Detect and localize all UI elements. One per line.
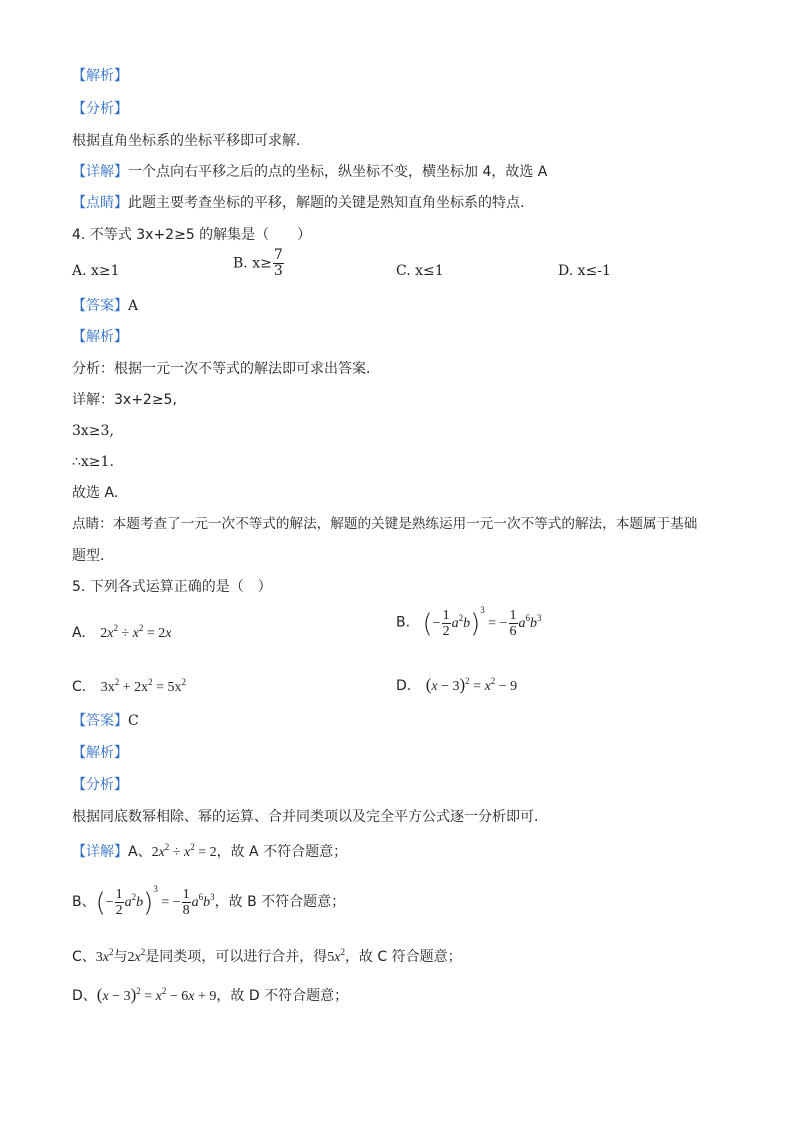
q5-option-c [72, 678, 186, 697]
q4-option-b [233, 248, 285, 279]
detail-tag: 【详解】 [72, 164, 128, 180]
q5-option-b-formula: (− $\frac{1}{2}$ $a^2b)^3$ = − $\frac{1}{6}$ $a^6b^3$ [422, 604, 542, 639]
q4-option-a: A. x≥1 [72, 263, 120, 279]
q5-option-d-formula: $(x - 3)^2 = x^2 - 9$ [425, 675, 518, 694]
detail-5-a-prefix: A、 [128, 844, 152, 860]
q5-option-a [72, 624, 171, 643]
detail-5-c-mid1: 与 [113, 949, 128, 965]
fraction-denominator: 3 [273, 263, 283, 279]
analysis-sub-tag: 【分析】 [72, 101, 128, 117]
comment-tag: 【点睛】 [72, 195, 128, 211]
q5-option-c-label: C. [72, 679, 87, 695]
detail-5-d-prefix: D、 [72, 988, 97, 1004]
answer-value: A [128, 298, 139, 314]
analysis-5-text: 根据同底数幂相除、幂的运算、合并同类项以及完全平方公式逐一分析即可． [72, 809, 548, 825]
question-4: 4. 不等式 3x+2≥5 的解集是（ ） [72, 227, 312, 243]
detail-5-b-prefix: B、 [72, 894, 96, 910]
question-5: 5. 下列各式运算正确的是（ ） [72, 579, 272, 595]
detail-5-c: C、$3x^2$与$2x^2$是同类项，可以进行合并，得$5x^2$，故 C 符合题意； [72, 947, 462, 965]
q5-option-b-label: B. [396, 614, 411, 631]
answer-4-line [72, 297, 138, 315]
detail-5-c-prefix: C、 [72, 949, 96, 965]
detail-5-a: 【详解】A、$2x^2 \div x^2 = 2$，故 A 不符合题意； [72, 842, 348, 860]
detail-5-c-mid2: 是同类项，可以进行合并，得 [145, 949, 328, 965]
analysis-text: 根据直角坐标系的坐标平移即可求解. [72, 133, 301, 149]
answer-5-value: C [128, 713, 139, 729]
detail-5-b: B、(− $\frac{1}{2}$ $a^2b)^3$ = − $\frac{1}{8}$ $a^6b^3$，故 B 不符合题意； [72, 884, 346, 919]
answer-5-line [72, 712, 139, 730]
q4-option-b-prefix: B. x≥ [233, 255, 272, 272]
detail-5-d-suffix: ，故 D 不符合题意； [216, 988, 349, 1004]
analysis-4-tag: 【解析】 [72, 329, 128, 345]
q5-option-c-formula: $3x^2 + 2x^2 = 5x^2$ [100, 677, 186, 695]
detail-4-line-2: 3x≥3, [72, 423, 114, 439]
analysis-5-tag: 【解析】 [72, 745, 128, 761]
detail-4-line-3: ∴x≥1. [72, 454, 114, 470]
comment-4-line-2: 题型． [72, 548, 114, 564]
analysis-5-sub-tag: 【分析】 [72, 777, 128, 793]
comment-line [72, 194, 524, 212]
q4-option-d: D. x≤-1 [558, 263, 611, 279]
q5-option-d-label: D. [396, 678, 412, 694]
detail-4-line-1: 详解：3x+2≥5, [72, 392, 177, 408]
detail-4-line-4: 故选 A． [72, 485, 129, 501]
q5-option-d [396, 676, 517, 696]
analysis-tag: 【解析】 [72, 68, 128, 84]
detail-5-c-suffix: ，故 C 符合题意； [344, 949, 462, 965]
detail-text: 一个点向右平移之后的点的坐标，纵坐标不变，横坐标加 4，故选 A [128, 164, 548, 180]
detail-5-a-suffix: ，故 A 不符合题意； [216, 844, 348, 860]
q4-option-b-fraction [273, 248, 284, 279]
answer-tag: 【答案】 [72, 298, 128, 314]
q5-option-a-label: A. [72, 625, 86, 641]
analysis-4-text: 分析：根据一元一次不等式的解法即可求出答案． [72, 361, 380, 377]
q4-option-c: C. x≤1 [396, 263, 444, 279]
q5-option-b [396, 604, 542, 639]
comment-text: 此题主要考查坐标的平移，解题的关键是熟知直角坐标系的特点. [128, 195, 525, 211]
detail-line [72, 163, 547, 181]
detail-5-d: D、$(x - 3)^2 = x^2 - 6x + 9$，故 D 不符合题意； [72, 985, 349, 1004]
answer-5-tag: 【答案】 [72, 713, 128, 729]
fraction-numerator: 7 [273, 247, 283, 263]
q5-option-a-formula: $2x^2 \div x^2 = 2x$ [100, 623, 172, 641]
detail-5-b-suffix: ，故 B 不符合题意； [214, 894, 346, 910]
comment-4-line-1: 点睛：本题考查了一元一次不等式的解法，解题的关键是熟练运用一元一次不等式的解法，本题属于基础 [72, 516, 698, 532]
detail-5-tag: 【详解】 [72, 844, 128, 860]
